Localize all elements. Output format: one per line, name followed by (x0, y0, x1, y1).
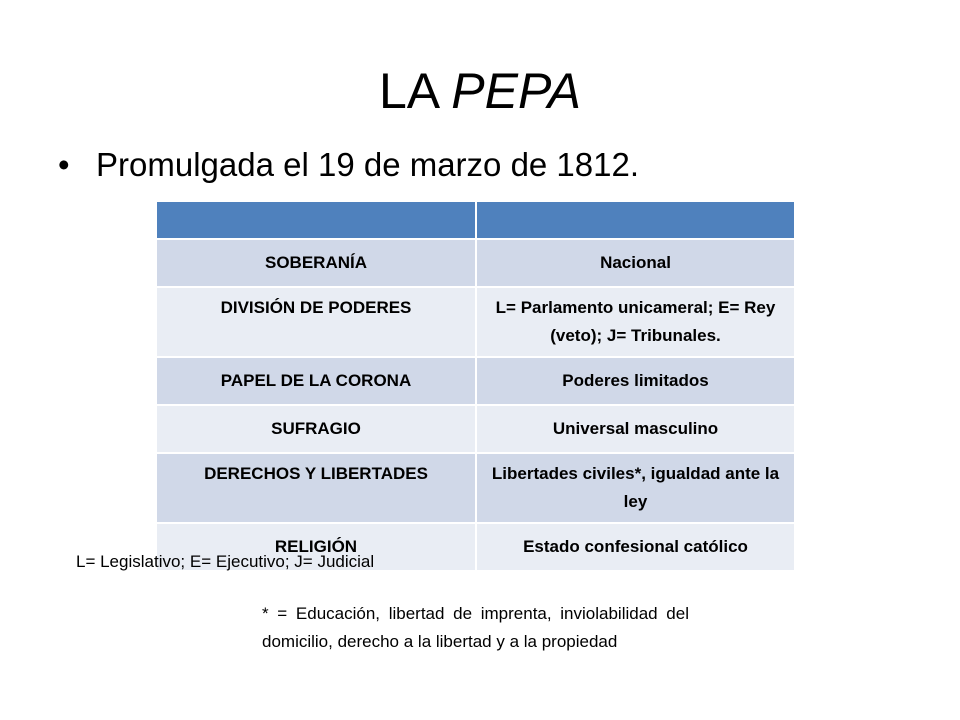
row-value: Poderes limitados (476, 357, 795, 405)
row-value: Estado confesional católico (476, 523, 795, 571)
footnote: * = Educación, libertad de imprenta, inviolabilidad del domicilio, derecho a la libertad y a la propiedad (262, 604, 689, 651)
table-header-cell-2 (476, 201, 795, 239)
row-value: Nacional (476, 239, 795, 287)
bullet-dot-icon: • (58, 146, 70, 183)
table-row (156, 405, 795, 453)
row-label: DERECHOS Y LIBERTADES (156, 453, 476, 523)
row-label: PAPEL DE LA CORONA (156, 357, 476, 405)
table-header-cell-1 (156, 201, 476, 239)
row-label: SOBERANÍA (156, 239, 476, 287)
bullet-text: Promulgada el 19 de marzo de 1812. (96, 146, 640, 183)
table-row (156, 357, 795, 405)
row-value: Libertades civiles*, igualdad ante la ley (476, 453, 795, 523)
abbreviation-legend: L= Legislativo; E= Ejecutivo; J= Judicial (76, 552, 375, 571)
table-header-row (156, 201, 795, 239)
slide-title (0, 60, 960, 122)
table-row (156, 453, 795, 523)
row-label: DIVISIÓN DE PODERES (156, 287, 476, 357)
title-italic: PEPA (451, 63, 581, 119)
table-row (156, 239, 795, 287)
row-label: RELIGIÓN (156, 523, 476, 571)
constitution-summary-table (155, 200, 796, 572)
title-plain: LA (379, 63, 452, 119)
bullet-item (58, 142, 639, 188)
row-value: L= Parlamento unicameral; E= Rey (veto); J= Tribunales. (476, 287, 795, 357)
row-label: SUFRAGIO (156, 405, 476, 453)
table-row (156, 287, 795, 357)
row-value: Universal masculino (476, 405, 795, 453)
